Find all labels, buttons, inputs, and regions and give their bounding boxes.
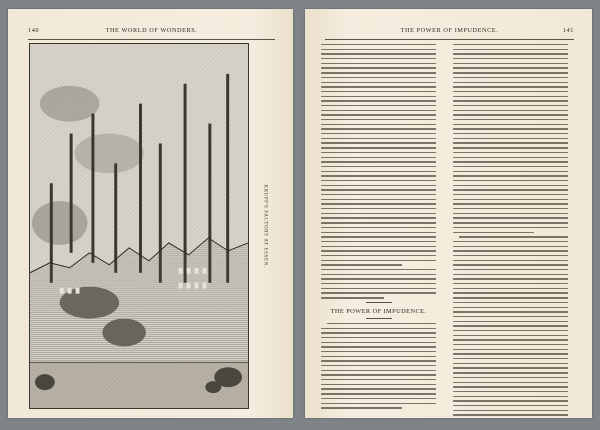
text-line (453, 288, 568, 289)
text-line (321, 96, 436, 97)
text-line (453, 307, 568, 308)
right-page (305, 9, 592, 418)
text-line (321, 337, 436, 338)
text-line (453, 264, 568, 265)
text-line (321, 250, 436, 251)
text-line (453, 171, 568, 172)
paragraph-block (321, 323, 436, 409)
text-line (453, 142, 568, 143)
text-line (321, 403, 436, 404)
text-line (321, 356, 436, 357)
text-line (453, 119, 568, 120)
text-line (453, 189, 568, 190)
text-line (453, 321, 568, 322)
text-line (321, 232, 436, 233)
text-line (321, 86, 436, 87)
text-line (453, 67, 568, 68)
text-line (321, 142, 436, 143)
text-line (321, 227, 436, 228)
text-line (321, 171, 436, 172)
text-line (321, 332, 436, 333)
text-column-right (453, 44, 568, 418)
text-line (453, 105, 568, 106)
text-line (321, 288, 436, 289)
text-line (453, 283, 568, 284)
text-line (453, 363, 568, 364)
text-line (321, 398, 436, 399)
text-line (321, 365, 436, 366)
text-line (453, 391, 568, 392)
text-line (453, 86, 568, 87)
text-line (321, 147, 436, 148)
text-line (453, 335, 568, 336)
text-line (453, 63, 568, 64)
text-line (453, 377, 568, 378)
text-line (321, 119, 436, 120)
text-line (453, 114, 568, 115)
text-line (321, 384, 436, 385)
text-line (321, 77, 436, 78)
right-header-rule (325, 39, 574, 40)
text-line (453, 161, 568, 162)
text-line (453, 386, 568, 387)
text-line (453, 157, 568, 158)
text-line (453, 410, 568, 411)
text-line (321, 255, 436, 256)
text-line (321, 128, 436, 129)
text-line (453, 217, 568, 218)
text-line (321, 241, 436, 242)
text-line (321, 82, 436, 83)
text-line (321, 44, 436, 45)
section-heading-power-of-impudence: THE POWER OF IMPUDENCE. (330, 307, 427, 315)
text-line (453, 297, 568, 298)
right-page-number: 141 (562, 27, 574, 34)
text-line (453, 349, 568, 350)
text-line (453, 124, 568, 125)
text-line (321, 274, 436, 275)
text-line (453, 199, 568, 200)
text-line (321, 194, 436, 195)
engraving-factory-icon (30, 44, 248, 408)
text-line (453, 77, 568, 78)
left-header-rule (28, 39, 275, 40)
text-line (453, 180, 568, 181)
text-line (453, 49, 568, 50)
illustration-caption: KRUPP'S FACTORY AT ESSEN. (262, 184, 268, 268)
text-line (453, 311, 568, 312)
text-line (453, 203, 568, 204)
text-line (321, 388, 436, 389)
text-line (321, 292, 436, 293)
text-line (453, 128, 568, 129)
text-line (453, 372, 568, 373)
text-line (321, 217, 436, 218)
text-line (453, 302, 568, 303)
text-line (453, 232, 534, 233)
text-line (453, 152, 568, 153)
text-line (453, 222, 568, 223)
text-line (453, 194, 568, 195)
text-line (453, 255, 568, 256)
text-line (321, 175, 436, 176)
text-line (453, 269, 568, 270)
text-column-left (321, 44, 436, 412)
section-rule (366, 302, 392, 303)
text-line (321, 114, 436, 115)
text-line (453, 133, 568, 134)
text-line (453, 82, 568, 83)
text-line (321, 138, 436, 139)
text-line (327, 323, 436, 324)
right-running-title: THE POWER OF IMPUDENCE. (400, 27, 499, 34)
text-line (453, 72, 568, 73)
text-line (453, 325, 568, 326)
text-line (453, 344, 568, 345)
text-line (321, 246, 436, 247)
text-line (453, 91, 568, 92)
factory-engraving (29, 43, 249, 409)
text-line (321, 91, 436, 92)
text-line (453, 58, 568, 59)
text-line (453, 175, 568, 176)
text-line (321, 185, 436, 186)
text-line (453, 358, 568, 359)
text-line (321, 58, 436, 59)
text-line (453, 396, 568, 397)
left-running-title: THE WORLD OF WONDERS. (105, 27, 198, 34)
text-line (321, 283, 436, 284)
text-line (321, 328, 436, 329)
right-page-header (325, 27, 574, 37)
text-line (321, 351, 436, 352)
text-line (321, 110, 436, 111)
text-line (321, 360, 436, 361)
text-line (321, 180, 436, 181)
text-line (321, 278, 436, 279)
text-line (321, 157, 436, 158)
text-line (453, 44, 568, 45)
text-line (453, 292, 568, 293)
text-line (321, 133, 436, 134)
text-line (453, 405, 568, 406)
text-line (453, 316, 568, 317)
text-line (453, 400, 568, 401)
text-line (453, 382, 568, 383)
text-line (321, 236, 436, 237)
text-line (321, 264, 402, 265)
text-line (321, 105, 436, 106)
paragraph-block (453, 44, 568, 418)
section-rule (366, 318, 392, 319)
text-line (321, 342, 436, 343)
text-line (459, 236, 568, 237)
text-line (321, 393, 436, 394)
text-line (453, 339, 568, 340)
text-line (321, 199, 436, 200)
text-line (321, 213, 436, 214)
text-line (453, 185, 568, 186)
text-line (453, 208, 568, 209)
text-line (321, 222, 436, 223)
paragraph-block (321, 44, 436, 299)
text-line (453, 414, 568, 415)
text-line (321, 260, 436, 261)
text-line (453, 100, 568, 101)
text-line (321, 161, 436, 162)
text-line (321, 297, 384, 298)
text-line (321, 379, 436, 380)
text-line (453, 250, 568, 251)
text-line (453, 96, 568, 97)
text-line (453, 353, 568, 354)
text-line (321, 124, 436, 125)
text-line (321, 72, 436, 73)
text-line (321, 269, 436, 270)
text-line (321, 208, 436, 209)
text-line (453, 138, 568, 139)
text-line (453, 166, 568, 167)
text-line (321, 67, 436, 68)
text-line (321, 203, 436, 204)
text-line (321, 374, 436, 375)
text-line (321, 189, 436, 190)
text-line (453, 241, 568, 242)
text-line (453, 147, 568, 148)
text-line (321, 152, 436, 153)
text-line (453, 367, 568, 368)
text-line (321, 100, 436, 101)
text-line (453, 274, 568, 275)
text-line (321, 49, 436, 50)
text-line (453, 246, 568, 247)
text-line (453, 227, 568, 228)
text-line (321, 166, 436, 167)
text-line (321, 407, 402, 408)
text-line (453, 53, 568, 54)
text-line (453, 330, 568, 331)
text-line (321, 370, 436, 371)
text-line (453, 110, 568, 111)
text-line (321, 346, 436, 347)
text-line (453, 213, 568, 214)
left-page-number: 140 (28, 27, 40, 34)
text-line (453, 260, 568, 261)
text-line (453, 278, 568, 279)
text-line (321, 53, 436, 54)
left-page (8, 9, 293, 418)
illustration-caption-area (254, 43, 276, 409)
text-line (321, 63, 436, 64)
left-page-header (28, 27, 275, 37)
